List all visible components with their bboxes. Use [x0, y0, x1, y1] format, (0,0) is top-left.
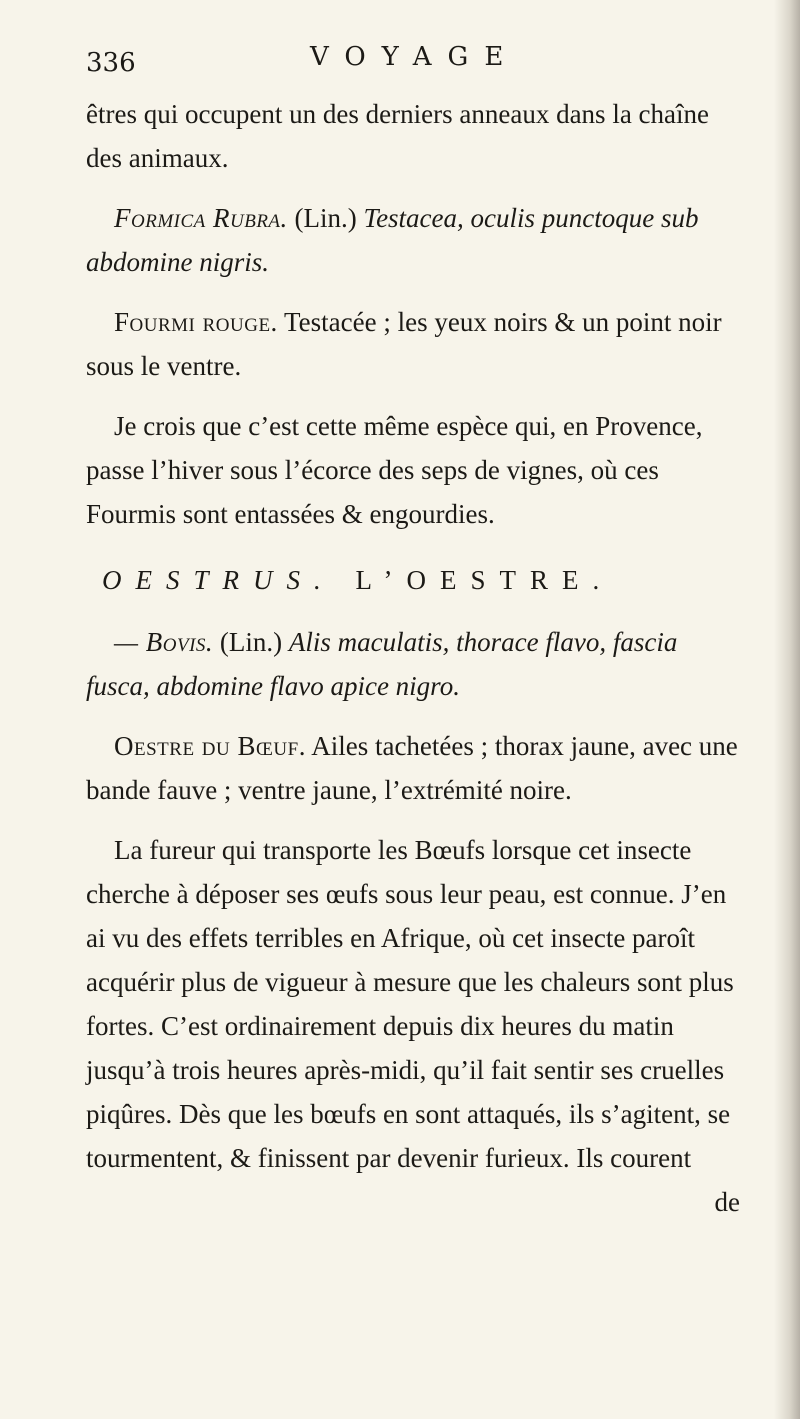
- page-edge-shadow: [774, 0, 800, 1419]
- species-description-french: Testacée ; les yeux noirs & un point noir sous le ventre.: [86, 307, 722, 381]
- running-title: VOYAGE: [310, 42, 520, 72]
- species-name-french: Fourmi rouge.: [114, 307, 278, 337]
- species-author: (Lin.): [287, 203, 364, 233]
- species-description-latin: Testacea, oculis punctoque sub abdomine nigris.: [86, 203, 699, 277]
- body-text: [86, 92, 746, 1224]
- paragraph-observation: Je crois que c’est cette même espèce qui, en Provence, passe l’hiver sous l’écorce des seps de vignes, où ces Fourmis sont entassées & engourdies.: [86, 411, 703, 529]
- species-description-latin: Alis maculatis, thorace flavo, fascia fusca, abdomine flavo apice nigro.: [86, 627, 678, 701]
- catchword: de: [714, 1187, 740, 1217]
- species-entry-oestre: [86, 724, 746, 812]
- section-heading-latin: OESTRUS.: [102, 565, 335, 595]
- species-entry-bovis: [86, 620, 746, 708]
- species-name-french: Oestre du Bœuf.: [114, 731, 306, 761]
- species-description-french: Ailes tachetées ; thorax jaune, avec une bande fauve ; ventre jaune, l’extrémité noire.: [86, 731, 738, 805]
- section-heading-french: L’OESTRE.: [334, 565, 614, 595]
- page-number: 336: [86, 48, 136, 78]
- section-heading: [86, 558, 746, 602]
- species-name-latin: Formica Rubra.: [114, 203, 288, 233]
- species-entry-fourmi: [86, 300, 746, 388]
- paragraph-continuation: êtres qui occupent un des derniers anneaux dans la chaîne des animaux.: [86, 99, 710, 173]
- page-header: [86, 42, 726, 86]
- paragraph-observation: La fureur qui transporte les Bœufs lorsque cet insecte cherche à déposer ses œufs sous leur peau, est connue. J’en ai vu des effets terribles en Afrique, où cet insecte paroît acquérir plus de vigueur à mesure que les chaleurs sont plus fortes. C’est ordinairement depuis dix heures du matin jusqu’à trois heures après-midi, qu’il fait sentir ses cruelles piqûres. Dès que les bœufs en sont attaqués, ils s’agitent, se tourmentent, & finissent par devenir furieux. Ils courent: [86, 835, 734, 1173]
- species-name-latin: — Bovis.: [114, 627, 214, 657]
- species-author: (Lin.): [213, 627, 289, 657]
- species-entry-formica: [86, 196, 746, 284]
